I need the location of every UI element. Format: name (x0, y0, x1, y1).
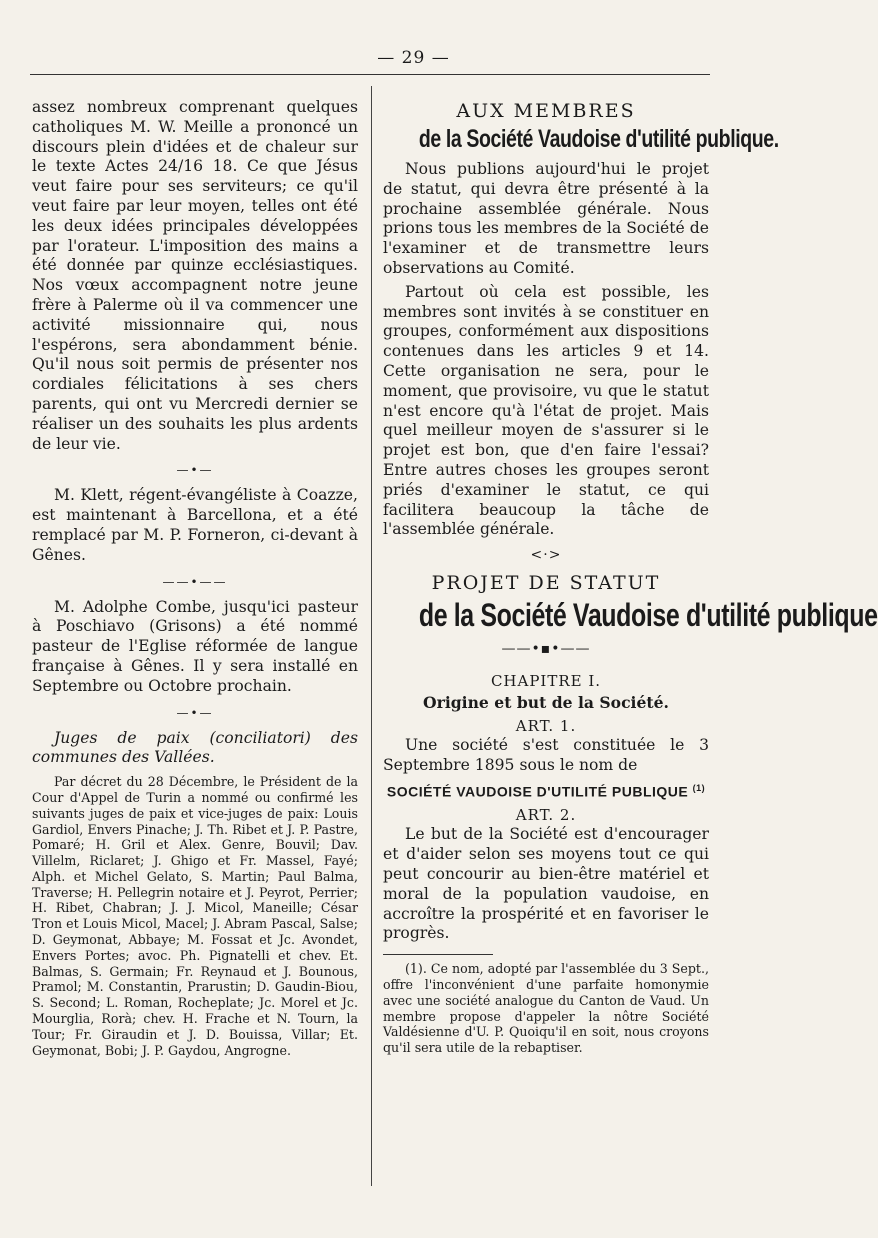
ornament: ——•▪•—— (501, 641, 591, 658)
separator-ornament: —•— (176, 705, 214, 720)
footnote-marker: (1) (692, 782, 706, 793)
combe-paragraph: M. Adolphe Combe, jusqu'ici pasteur à Poschiavo (Grisons) a été nommé pasteur de l'Eglise réformée de langue française à Gênes. Il y sera installé en Septembre ou Octobre prochain. (32, 597, 358, 695)
left-column (32, 98, 358, 1058)
page-number: — 29 — (377, 48, 450, 68)
footnote-rule (383, 954, 493, 955)
separator-ornament: ——•—— (162, 574, 228, 589)
societe-heading: de la Société Vaudoise d'utilité publique. (418, 125, 779, 153)
juges-body: Par décret du 28 Décembre, le Président de la Cour d'Appel de Turin a nommé ou confirmé les suivants juges de paix et vice-juges de paix: Louis Gardiol, Envers Pinache; J. Th. Ribet et J. P. Pastre, Pomaré; H. Gril et Alex. Genre, Bouvil; Dav. Villelm, Riclaret; J. Ghigo et Fr. Massel, Fayé; Alph. et Michel Gelato, S. Martin; Paul Balma, Traverse; H. Pellegrin notaire et J. Peyrot, Perrier; H. Ribet, Chabran; J. J. Micol, Maneille; César Tron et Louis Micol, Macel; J. Abram Pascal, Salse; D. Geymonat, Abbaye; M. Fossat et Jc. Avondet, Envers Portes; avoc. Ph. Pignatelli et chev. Et. Balmas, S. Germain; Fr. Reynaud et J. Bounous, Pramol; M. Constantin, Prarustin; D. Gaudin-Biou, S. Second; L. Roman, Rocheplate; Jc. Morel et Jc. Mourglia, Rorà; chev. H. Frache et N. Tourn, la Tour; Fr. Giraudin et J. D. Bouissa, Villar; Et. Geymonat, Bobi; J. P. Gaydou, Angrogne. (32, 774, 358, 1058)
header-rule (30, 74, 710, 75)
article-1-text: Une société s'est constituée le 3 Septembre 1895 sous le nom de (383, 736, 709, 774)
publication-paragraph: Nous publions aujourd'hui le projet de statut, qui devra être présenté à la prochaine assemblée générale. Nous prions tous les membres de la Société de l'examiner et de transmettre leurs observations au Comité. (383, 160, 709, 277)
chapter-heading: CHAPITRE I. (490, 672, 602, 691)
article-2-text: Le but de la Société est d'encourager et d'aider selon ses moyens tout ce qui peut concourir au bien-être matériel et moral de la population vaudoise, en accroître la prospérité et en favoriser le progrès. (383, 825, 709, 943)
right-column (383, 98, 878, 1056)
groupes-paragraph: Partout où cela est possible, les membres sont invités à se constituer en groupes, conformément aux dispositions contenues dans les articles 9 et 14. Cette organisation ne sera, pour le moment, que provisoire, vu que le statut n'est encore qu'à l'état de projet. Mais quel meilleur moyen de s'assurer si le projet est bon, que d'en faire l'essai? Entre autres choses les groupes seront priés d'examiner le statut, ce qui facilitera beaucoup la tâche de l'assemblée générale. (383, 282, 709, 539)
ordination-paragraph: assez nombreux comprenant quelques catholiques M. W. Meille a prononcé un discours plein d'idées et de chaleur sur le texte Actes 24/16 18. Ce que Jésus veut faire pour ses serviteurs; ce qu'il veut faire par leur moyen, telles ont été les deux idées principales développées par l'orateur. L'imposition des mains a été donnée par quinze ecclésiastiques. Nos vœux accompagnent notre jeune frère à Palerme où il va commencer une activité missionnaire qui, nous l'espérons, sera abondamment bénie. Qu'il nous soit permis de présenter nos cordiales félicitations à ses chers parents, qui ont vu Mercredi dernier se réaliser un des souhaits les plus ardents de leur vie. (32, 98, 358, 453)
projet-statut-heading: PROJET DE STATUT (431, 572, 661, 595)
society-name (383, 776, 709, 804)
juges-title: Juges de paix (conciliatori) des communes des Vallées. (32, 728, 358, 767)
aux-membres-heading: AUX MEMBRES (456, 100, 636, 122)
column-separator (371, 86, 372, 1186)
klett-paragraph: M. Klett, régent-évangéliste à Coazze, est maintenant à Barcellona, et a été remplacé par M. P. Forneron, ci-devant à Gênes. (32, 486, 358, 564)
article-1-heading: ART. 1. (515, 717, 577, 736)
article-2-heading: ART. 2. (515, 806, 577, 825)
chapter-title: Origine et but de la Société. (423, 693, 669, 713)
footnote: (1). Ce nom, adopté par l'assemblée du 3 Sept., offre l'inconvénient d'une parfaite homonymie avec une société analogue du Canton de Vaud. Un membre propose d'appeler la nôtre Société Valdésienne d'U. P. Quoiqu'il en soit, nous croyons qu'il sera utile de la rebaptiser. (383, 961, 709, 1056)
society-name-text: SOCIÉTÉ VAUDOISE D'UTILITÉ PUBLIQUE (386, 783, 689, 800)
separator-ornament: —•— (176, 463, 214, 478)
ornament: <·> (530, 547, 562, 564)
societe-heading-large: de la Société Vaudoise d'utilité publique (418, 597, 878, 634)
